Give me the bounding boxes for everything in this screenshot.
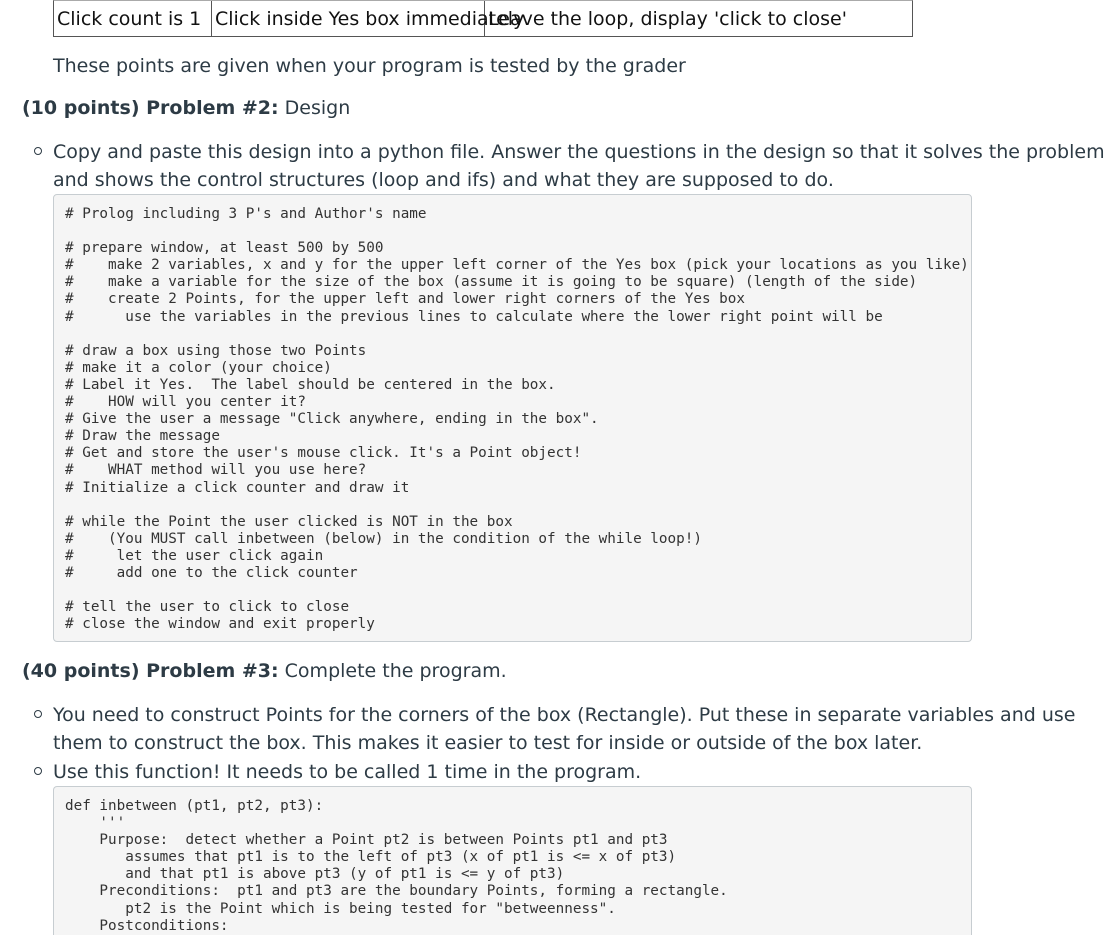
bullet-marker (34, 147, 42, 155)
grading-table-row (53, 0, 913, 37)
problem-2-instruction-line-1: Copy and paste this design into a python file. Answer the questions in the design so that it solves the problem (53, 141, 1105, 163)
problem-3-bullet-1-line-1: You need to construct Points for the corners of the box (Rectangle). Put these in separate variables and use (53, 704, 1076, 726)
grader-note: These points are given when your program is tested by the grader (53, 55, 686, 77)
problem-3-points: (40 points) Problem #3: (22, 660, 279, 682)
table-cell-result: Leave the loop, display 'click to close' (488, 8, 847, 30)
table-cell-action: Click inside Yes box immediately (212, 1, 485, 36)
problem-3-heading (22, 657, 507, 685)
inbetween-code: def inbetween (pt1, pt2, pt3): ''' Purpose: detect whether a Point pt2 is between Points pt1 and pt3 assumes that pt1 is to the left of pt3 (x of pt1 is <= x of pt3) and that pt1 is above pt3 (y of pt1 is <= y of pt3) Preconditions: pt1 and pt3 are the boundary Points, forming a rectangle. pt2 is the Point which is being tested for "betweenness". Postconditions: (65, 798, 728, 934)
problem-2-title: Design (278, 97, 351, 119)
problem-3-title: Complete the program. (278, 660, 507, 682)
bullet-marker (34, 710, 42, 718)
design-code-block (53, 194, 972, 642)
bullet-marker (34, 767, 42, 775)
problem-3-bullet-2: Use this function! It needs to be called 1 time in the program. (53, 761, 642, 783)
problem-2-instruction-line-2: and shows the control structures (loop and ifs) and what they are supposed to do. (53, 169, 834, 191)
problem-2-points: (10 points) Problem #2: (22, 97, 279, 119)
problem-3-bullet-1-line-2: them to construct the box. This makes it easier to test for inside or outside of the box later. (53, 732, 923, 754)
design-code: # Prolog including 3 P's and Author's name # prepare window, at least 500 by 500 # make 2 variables, x and y for the upper left corner of the Yes box (pick your locations as you like) # make a variable for the size of the box (assume it is going to be square) (length of the side) # create 2 Points, for the upper left and lower right corners of the Yes box # use the variables in the previous lines to calculate where the lower right point will be # draw a box using those two Points # make it a color (your choice) # Label it Yes. The label should be centered in the box. # HOW will you center it? # Give the user a message "Click anywhere, ending in the box". # Draw the message # Get and store the user's mouse click. It's a Point object! # WHAT method will you use here? # Initialize a click counter and draw it # while the Point the user clicked is NOT in the box # (You MUST call inbetween (below) in the condition of the while loop!) # let the user click again # add one to the click counter # tell the user to click to close # close the window and exit properly (65, 206, 969, 633)
problem-2-heading (22, 94, 350, 122)
table-cell-click-count: Click count is 1 (54, 1, 212, 36)
inbetween-code-block (53, 786, 972, 935)
